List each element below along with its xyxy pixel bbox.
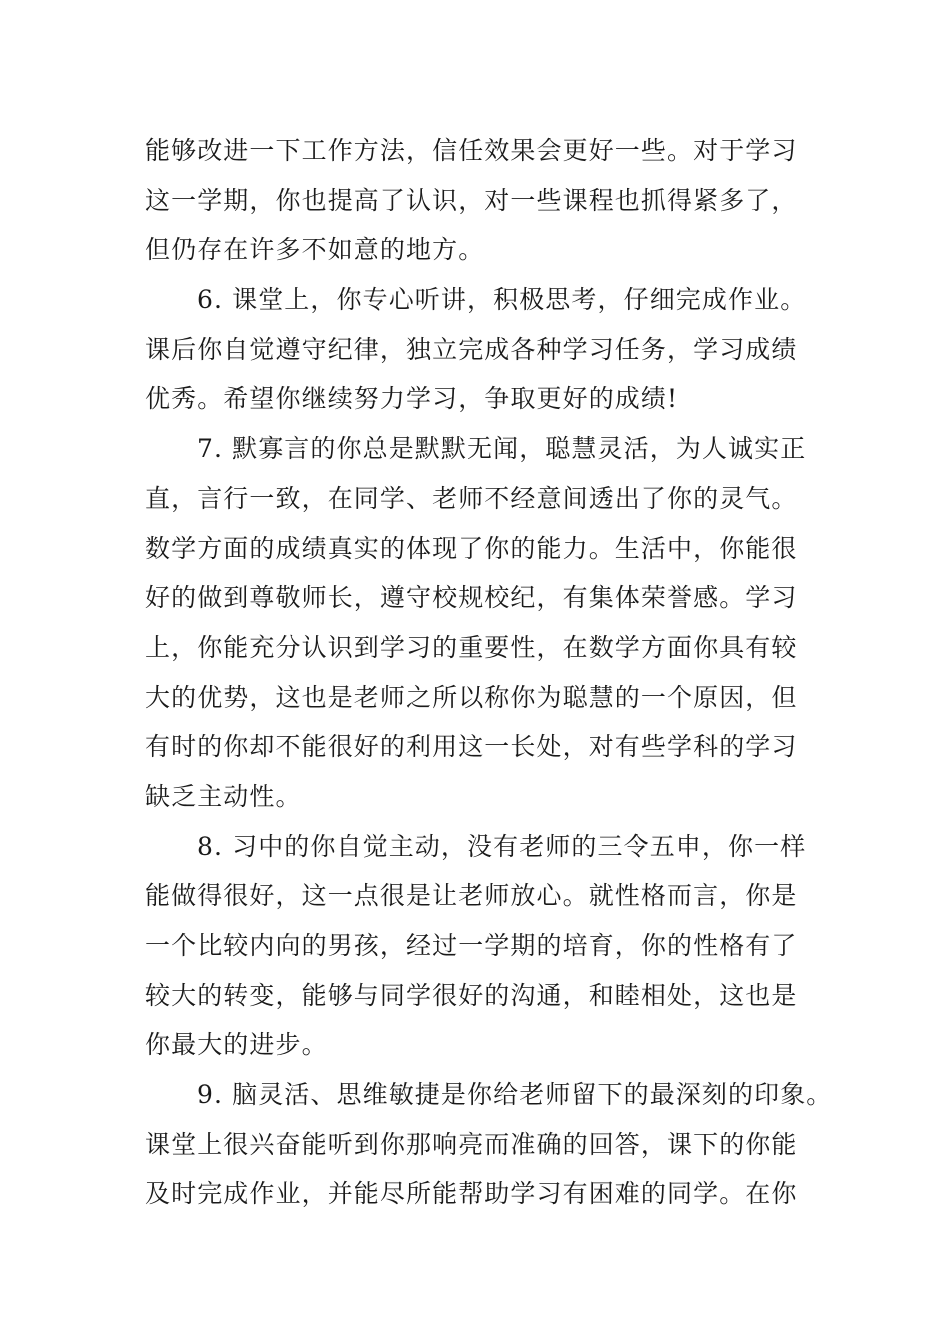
- text-line-1: 能够改进一下工作方法，信任效果会更好一些。对于学习: [145, 136, 798, 165]
- paragraph-9-start: 9. 脑灵活、思维敏捷是你给老师留下的最深刻的印象。: [197, 1080, 833, 1110]
- text-line-9: 数学方面的成绩真实的体现了你的能力。生活中，你能很: [145, 533, 798, 563]
- text-line-14: 缺乏主动性。: [145, 781, 302, 811]
- text-line-18: 较大的转变，能够与同学很好的沟通，和睦相处，这也是: [145, 980, 798, 1010]
- text-line-6: 优秀。希望你继续努力学习，争取更好的成绩!: [145, 384, 679, 414]
- text-line-16: 能做得很好，这一点很是让老师放心。就性格而言，你是: [145, 881, 798, 911]
- paragraph-8-start: 8. 习中的你自觉主动，没有老师的三令五申，你一样: [197, 831, 807, 861]
- text-line-22: 及时完成作业，并能尽所能帮助学习有困难的同学。在你: [145, 1179, 798, 1209]
- text-line-21: 课堂上很兴奋能听到你那响亮而准确的回答，课下的你能: [145, 1129, 798, 1159]
- text-line-5: 课后你自觉遵守纪律，独立完成各种学习任务，学习成绩: [145, 334, 798, 364]
- text-line-8: 直，言行一致，在同学、老师不经意间透出了你的灵气。: [145, 483, 798, 513]
- document-body: [145, 126, 835, 1219]
- text-line-11: 上，你能充分认识到学习的重要性，在数学方面你具有较: [145, 632, 798, 662]
- text-line-2: 这一学期，你也提高了认识，对一些课程也抓得紧多了，: [145, 185, 798, 215]
- text-line-10: 好的做到尊敬师长，遵守校规校纪，有集体荣誉感。学习: [145, 583, 798, 613]
- text-line-12: 大的优势，这也是老师之所以称你为聪慧的一个原因，但: [145, 682, 798, 712]
- paragraph-7-start: 7. 默寡言的你总是默默无闻，聪慧灵活，为人诚实正: [197, 434, 807, 464]
- text-line-19: 你最大的进步。: [145, 1030, 328, 1060]
- text-line-3: 但仍存在许多不如意的地方。: [145, 235, 485, 265]
- paragraph-6-start: 6. 课堂上，你专心听讲，积极思考，仔细完成作业。: [197, 285, 807, 315]
- text-line-17: 一个比较内向的男孩，经过一学期的培育，你的性格有了: [145, 931, 798, 960]
- text-line-13: 有时的你却不能很好的利用这一长处，对有些学科的学习: [145, 732, 798, 762]
